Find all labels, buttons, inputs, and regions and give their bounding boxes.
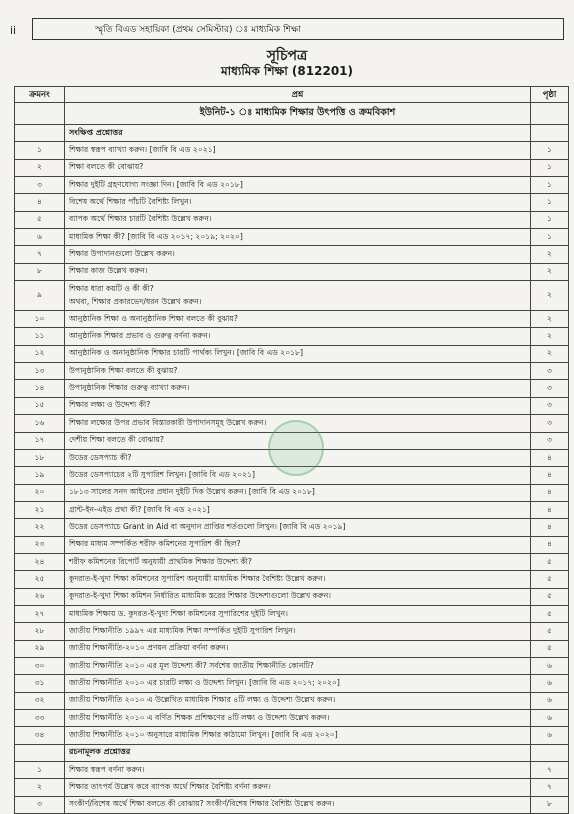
row-question [65,727,531,744]
row-number: ৩ [15,177,65,194]
running-header [32,18,564,40]
question-text: দেশীয় শিক্ষা বলতে কী বোঝায়? [69,435,164,445]
row-number: ২০ [15,484,65,501]
row-question [65,246,531,263]
question-text: শিক্ষার মাধ্যম সম্পর্কিত শরীফ কমিশনের সুপারিশ কী ছিল? [69,539,241,549]
row-number: ৩১ [15,675,65,692]
question-text: ১৮১৩ সালের সনদ আইনের প্রধান দুইটি দিক উল্লেখ করুন। [জাবি বি এড ২০১৮] [69,487,315,497]
table-row [15,229,569,246]
question-text: কুদরাত-ই-খুদা শিক্ষা কমিশনের সুপারিশ অনুযায়ী মাধ্যমিক শিক্ষার বৈশিষ্ট্য উল্লেখ করুন। [69,573,326,583]
table-row [15,363,569,380]
section-title-broad: রচনামূলক প্রশ্নোত্তর [65,744,531,761]
table-row [15,328,569,345]
row-page: ২ [531,263,569,280]
row-number: ২৫ [15,571,65,588]
row-page: ১ [531,211,569,228]
table-row [15,519,569,536]
question-text: মাধ্যমিক শিক্ষা কী? [জাবি বি এড ২০১৭; ২০১৯; ২০২০] [69,231,243,241]
row-page: ৬ [531,657,569,674]
row-number: ৩৩ [15,710,65,727]
row-page: ৬ [531,710,569,727]
row-page: ৮ [531,796,569,813]
row-question [65,762,531,779]
question-text: উডের ডেসপ্যাচে Grant in Aid বা অনুদান প্রাপ্তির শর্তগুলো লিখুন। [জাবি বি এড ২০১৯] [69,521,346,531]
row-page: ১ [531,177,569,194]
question-text: উপানুষ্ঠানিক শিক্ষা বলতে কী বুঝায়? [69,365,178,375]
table-row [15,484,569,501]
row-page: ১ [531,194,569,211]
row-question [65,159,531,176]
question-text: শিক্ষার স্বরূপ ব্যাখ্যা করুন। [জাবি বি এড ২০২১] [69,145,216,155]
row-number: ১৫ [15,397,65,414]
row-page: ৪ [531,467,569,484]
column-header-page: পৃষ্ঠা [531,87,569,103]
row-question [65,311,531,328]
question-text: আনুষ্ঠানিক শিক্ষা ও অনানুষ্ঠানিক শিক্ষা বলতে কী বুঝায়? [69,313,238,323]
table-row [15,536,569,553]
question-text: জাতীয় শিক্ষানীতি ২০১০ এ উল্লেখিত মাধ্যমিক শিক্ষার ৪টি লক্ষ্য ও উদ্দেশ্য উল্লেখ করুন। [69,695,336,705]
row-question [65,796,531,813]
row-page: ৫ [531,623,569,640]
question-text: বিশেষ অর্থে শিক্ষার পাঁচটি বৈশিষ্ট্য লিখুন। [69,197,192,207]
unit-title: ইউনিট-১ ঃ মাধ্যমিক শিক্ষার উৎপত্তি ও ক্রমবিকাশ [65,103,531,125]
row-page: ৪ [531,449,569,466]
table-row [15,177,569,194]
section-title-short: সংক্ষিপ্ত প্রশ্নোত্তর [65,125,531,142]
row-page: ৫ [531,640,569,657]
page-title: সূচিপত্র [266,48,308,64]
row-number: ১০ [15,311,65,328]
question-text: শিক্ষার লক্ষ্যের উপর প্রভাব বিস্তারকারী উপাদানসমূহ উল্লেখ করুন। [69,417,267,427]
table-row [15,571,569,588]
question-text: জাতীয় শিক্ষানীতি ১৯৯৭ এর মাধ্যমিক শিক্ষা সম্পর্কিত দুইটি সুপারিশ লিখুন। [69,625,296,635]
question-text: উডের ডেসপ্যাচ কী? [69,452,132,462]
row-question [65,588,531,605]
row-number: ৩০ [15,657,65,674]
row-number: ৩ [15,796,65,813]
table-row [15,553,569,570]
row-page: ৫ [531,605,569,622]
row-page: ২ [531,311,569,328]
row-page: ৩ [531,380,569,397]
column-header-num: ক্রমনং [15,87,65,103]
question-text: শিক্ষার কাজ উল্লেখ করুন। [69,266,148,276]
question-text: জাতীয় শিক্ষানীতি ২০১০ অনুসারে মাধ্যমিক শিক্ষার কাঠামো লিখুন। [জাবি বি এড ২০২০] [69,730,338,740]
row-question [65,675,531,692]
row-page: ৭ [531,762,569,779]
row-number: ১ [15,762,65,779]
row-page: ২ [531,345,569,362]
row-number: ২৩ [15,536,65,553]
page-number: ii [10,24,17,37]
row-page: ৪ [531,501,569,518]
row-question [65,657,531,674]
row-question [65,710,531,727]
question-text: জাতীয় শিক্ষানীতি ২০১০ এর মূল উদ্দেশ্য কী? সর্বশেষ জাতীয় শিক্ষানীতি কোনটি? [69,660,314,670]
table-row [15,380,569,397]
row-question [65,194,531,211]
row-question [65,380,531,397]
row-number: ২৭ [15,605,65,622]
table-row [15,246,569,263]
table-row [15,675,569,692]
row-number: ২৪ [15,553,65,570]
question-text: শিক্ষার লক্ষ্য ও উদ্দেশ্য কী? [69,400,151,410]
table-row [15,263,569,280]
question-text: শিক্ষার দুইটি গ্রহণযোগ্য সংজ্ঞা দিন। [জাবি বি এড ২০১৮] [69,179,243,189]
row-question [65,519,531,536]
question-text-alt: অথবা, শিক্ষার প্রকারভেদ/ধরন উল্লেখ করুন। [69,296,202,306]
row-number: ১৭ [15,432,65,449]
table-row [15,211,569,228]
row-page: ৫ [531,553,569,570]
row-number: ১৮ [15,449,65,466]
row-page: ৭ [531,779,569,796]
table-row [15,194,569,211]
question-text: শিক্ষার ধারা কয়টি ও কী কী? [69,283,154,293]
row-question [65,553,531,570]
row-number: ২৮ [15,623,65,640]
row-question [65,397,531,414]
table-row [15,727,569,744]
row-number: ৭ [15,246,65,263]
question-text: ব্যাপক অর্থে শিক্ষার চারটি বৈশিষ্ট্য উল্লেখ করুন। [69,214,212,224]
row-page: ৫ [531,588,569,605]
row-page: ২ [531,246,569,263]
question-text: জাতীয় শিক্ষানীতি-২০১০ প্রণয়ন প্রক্রিয়া বর্ণনা করুন। [69,643,229,653]
row-question [65,281,531,311]
table-row [15,605,569,622]
question-text: আনুষ্ঠানিক শিক্ষার প্রভাব ও গুরুত্ব বর্ণনা করুন। [69,331,211,341]
row-number: ১৯ [15,467,65,484]
row-number: ২৯ [15,640,65,657]
row-number: ২ [15,159,65,176]
question-text: শিক্ষা বলতে কী বোঝায়? [69,162,144,172]
section-row-broad [15,744,569,761]
unit-title-row [15,103,569,125]
question-text: শিক্ষার উপাদানগুলো উল্লেখ করুন। [69,249,175,259]
table-row [15,311,569,328]
row-number: ১৬ [15,415,65,432]
row-page: ১ [531,159,569,176]
row-page: ৩ [531,397,569,414]
question-text: শিক্ষার তাৎপর্য উল্লেখ করে ব্যাপক অর্থে শিক্ষার বৈশিষ্ট্য বর্ণনা করুন। [69,782,271,792]
row-number: ৩৪ [15,727,65,744]
question-text: শরীফ কমিশনের রিপোর্ট অনুযায়ী প্রাথমিক শিক্ষার উদ্দেশ্য কী? [69,556,252,566]
question-text: কুদরাত-ই-খুদা শিক্ষা কমিশন নির্ধারিত মাধ্যমিক স্তরের শিক্ষার উদ্দেশ্যগুলো উল্লেখ করুন। [69,591,331,601]
table-header-row [15,87,569,103]
row-question [65,779,531,796]
row-question [65,142,531,159]
table-row [15,657,569,674]
row-question [65,640,531,657]
row-question [65,571,531,588]
row-number: ১৪ [15,380,65,397]
row-question [65,345,531,362]
row-number: ২১ [15,501,65,518]
row-page: ৪ [531,536,569,553]
row-page: ৬ [531,727,569,744]
row-number: ১১ [15,328,65,345]
question-text: গ্রান্ট-ইন-এইড প্রথা কী? [জাবি বি এড ২০২১] [69,504,210,514]
question-text: সংকীর্ণ/বিশেষ অর্থে শিক্ষা বলতে কী বোঝায়? সংকীর্ণ/বিশেষ শিক্ষার বৈশিষ্ট্য উল্লেখ করুন। [69,799,335,809]
page-subtitle: মাধ্যমিক শিক্ষা (812201) [221,64,353,78]
question-text: শিক্ষার স্বরূপ বর্ণনা করুন। [69,764,145,774]
row-number: ১ [15,142,65,159]
row-question [65,328,531,345]
table-row [15,779,569,796]
column-header-question: প্রশ্ন [65,87,531,103]
row-page: ১ [531,142,569,159]
row-page: ৩ [531,415,569,432]
row-page: ৪ [531,519,569,536]
row-page: ৩ [531,363,569,380]
row-page: ৬ [531,675,569,692]
row-question [65,229,531,246]
row-number: ৫ [15,211,65,228]
row-number: ৩২ [15,692,65,709]
row-number: ৯ [15,281,65,311]
row-number: ৬ [15,229,65,246]
running-header-text: স্মৃতি বিএড সহায়িকা (প্রথম সেমিস্টার) ঃ মাধ্যমিক শিক্ষা [95,24,301,35]
row-number: ১২ [15,345,65,362]
question-text: আনুষ্ঠানিক ও অনানুষ্ঠানিক শিক্ষার চারটি পার্থক্য লিখুন। [জাবি বি এড ২০১৮] [69,348,303,358]
row-number: ২২ [15,519,65,536]
row-question [65,623,531,640]
row-number: ৮ [15,263,65,280]
section-row-short [15,125,569,142]
row-page: ১ [531,229,569,246]
table-row [15,142,569,159]
question-text: মাধ্যমিক শিক্ষায় ড. কুদরত-ই-খুদা শিক্ষা কমিশনের সুপারিশের দুইটি লিখুন। [69,608,288,618]
row-question [65,605,531,622]
row-question [65,177,531,194]
row-page: ৫ [531,571,569,588]
row-question [65,363,531,380]
row-question [65,536,531,553]
question-text: উপানুষ্ঠানিক শিক্ষার গুরুত্ব ব্যাখ্যা করুন। [69,383,190,393]
watermark-seal [268,420,324,476]
row-question [65,211,531,228]
row-page: ৬ [531,692,569,709]
table-row [15,640,569,657]
row-page: ২ [531,328,569,345]
table-row [15,710,569,727]
question-text: জাতীয় শিক্ষানীতি ২০১০ এর চারটি লক্ষ্য ও উদ্দেশ্য লিখুন। [জাবি বি এড ২০১৭; ২০২০] [69,677,340,687]
row-page: ২ [531,281,569,311]
row-page: ৩ [531,432,569,449]
row-question [65,263,531,280]
table-row [15,588,569,605]
table-row [15,796,569,813]
table-row [15,397,569,414]
row-number: ১৩ [15,363,65,380]
row-question [65,692,531,709]
row-page: ৪ [531,484,569,501]
table-row [15,623,569,640]
row-number: ৪ [15,194,65,211]
question-text: জাতীয় শিক্ষানীতি ২০১০ এ বর্ণিত শিক্ষক প্রশিক্ষণের ৪টি লক্ষ্য ও উদ্দেশ্য উল্লেখ করুন। [69,712,330,722]
row-question [65,484,531,501]
question-text: উডের ডেসপ্যাচের ২টি সুপারিশ লিখুন। [জাবি বি এড ২০২১] [69,469,255,479]
table-row [15,345,569,362]
table-row [15,159,569,176]
row-number: ২ [15,779,65,796]
table-row [15,281,569,311]
row-number: ২৬ [15,588,65,605]
table-row [15,501,569,518]
row-question [65,501,531,518]
table-row [15,762,569,779]
table-row [15,692,569,709]
